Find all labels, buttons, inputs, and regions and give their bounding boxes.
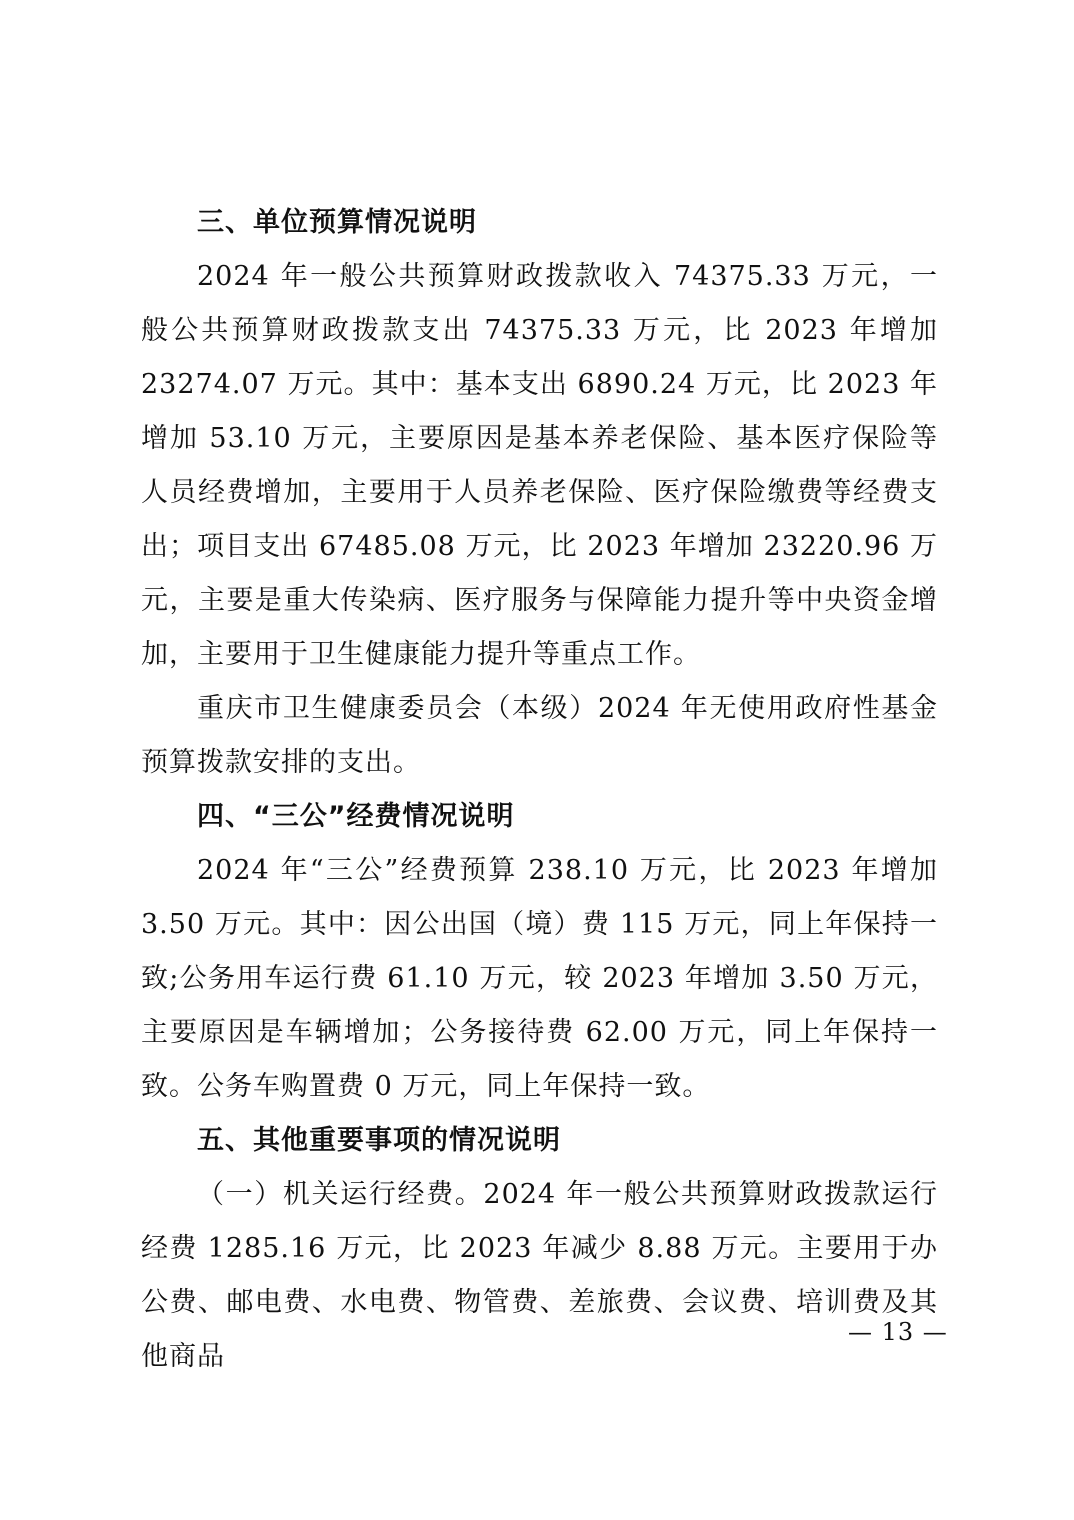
- paragraph-government-fund: 重庆市卫生健康委员会（本级）2024 年无使用政府性基金预算拨款安排的支出。: [141, 693, 938, 778]
- section-heading-three-public-expenses: 四、“三公”经费情况说明: [197, 801, 515, 832]
- section-heading-other-matters: 五、其他重要事项的情况说明: [197, 1125, 561, 1156]
- section-heading-unit-budget: 三、单位预算情况说明: [197, 207, 477, 238]
- page-number: — 13 —: [848, 1318, 948, 1346]
- paragraph-budget-income-expenditure: 2024 年一般公共预算财政拨款收入 74375.33 万元，一般公共预算财政拨款支出 74375.33 万元，比 2023 年增加 23274.07 万元。其中：基本支出 6890.24 万元，比 2023 年增加 53.10 万元，主要原因是基本养老保险、基本医疗保险等人员经费增加，主要用于人员养老保险、医疗保险缴费等经费支出；项目支出 67485.08 万元，比 2023 年增加 23220.96 万元，主要是重大传染病、医疗服务与保障能力提升等中央资金增加，主要用于卫生健康能力提升等重点工作。: [141, 261, 938, 670]
- paragraph-three-public-expenses: 2024 年“三公”经费预算 238.10 万元，比 2023 年增加 3.50 万元。其中：因公出国（境）费 115 万元，同上年保持一致;公务用车运行费 61.10 万元，较 2023 年增加 3.50 万元，主要原因是车辆增加；公务接待费 62.00 万元，同上年保持一致。公务车购置费 0 万元，同上年保持一致。: [141, 855, 938, 1102]
- document-body: [141, 196, 938, 1384]
- paragraph-operating-expenses: （一）机关运行经费。2024 年一般公共预算财政拨款运行经费 1285.16 万元，比 2023 年减少 8.88 万元。主要用于办公费、邮电费、水电费、物管费、差旅费、会议费、培训费及其他商品: [141, 1179, 938, 1372]
